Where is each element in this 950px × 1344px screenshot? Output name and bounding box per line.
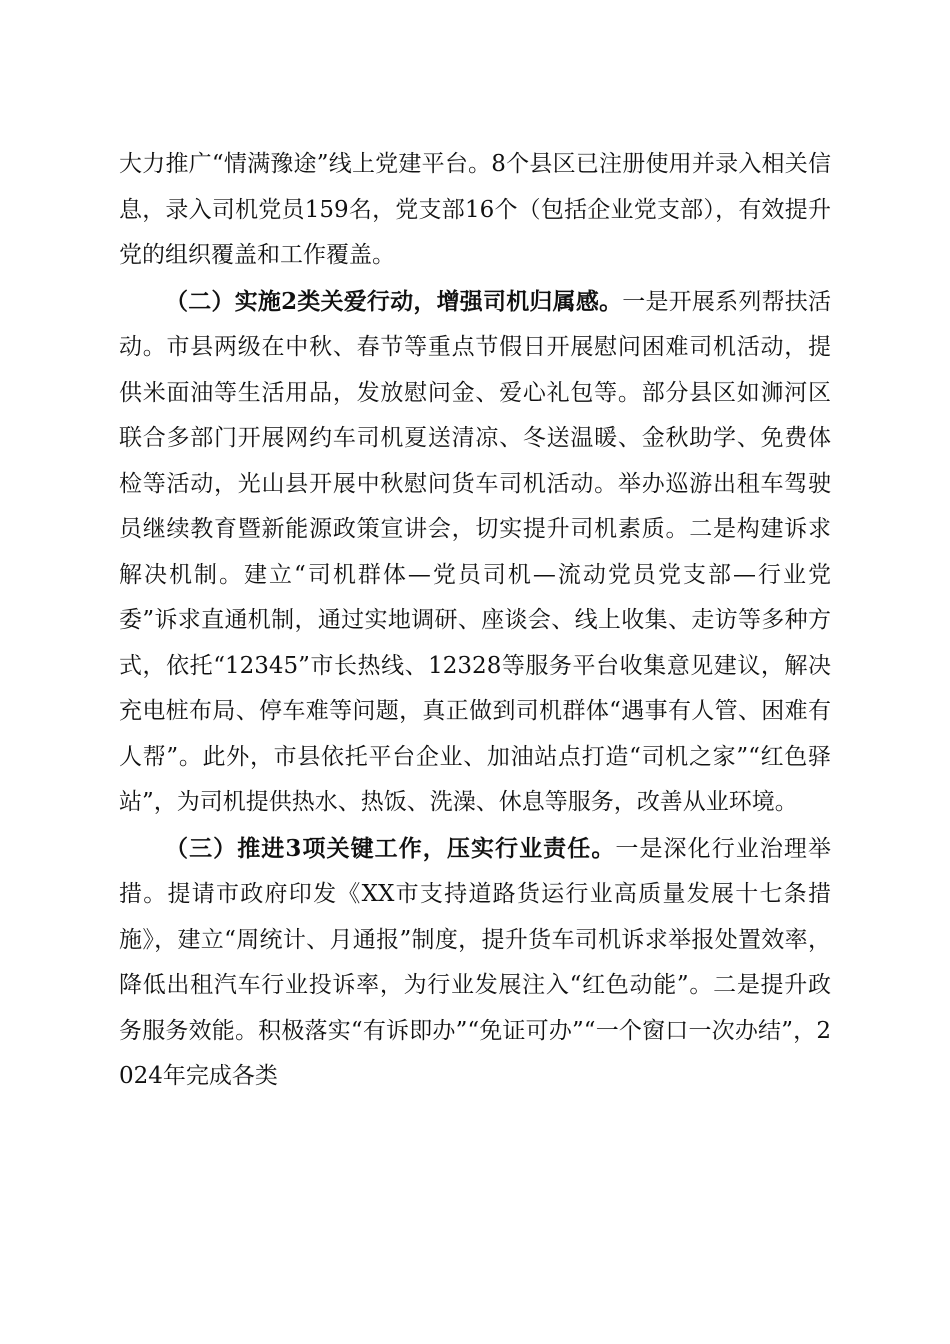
paragraph-1-text: 大力推广“情满豫途”线上党建平台。8个县区已注册使用并录入相关信息，录入司机党员159名，党支部16个（包括企业党支部），有效提升党的组织覆盖和工作覆盖。 — [119, 151, 831, 268]
section-heading-3: （三）推进3项关键工作，压实行业责任。 — [165, 834, 616, 862]
paragraph-2 — [119, 279, 831, 826]
document-body — [119, 142, 831, 1100]
paragraph-3 — [119, 826, 831, 1100]
paragraph-3-text: 一是深化行业治理举措。提请市政府印发《XX市支持道路货运行业高质量发展十七条措施》，建立“周统计、月通报”制度，提升货车司机诉求举报处置效率，降低出租汽车行业投诉率，为行业发展注入“红色动能”。二是提升政务服务效能。积极落实“有诉即办”“免证可办”“一个窗口一次办结”，2024年完成各类 — [119, 835, 831, 1089]
paragraph-2-text: 一是开展系列帮扶活动。市县两级在中秋、春节等重点节假日开展慰问困难司机活动，提供米面油等生活用品，发放慰问金、爱心礼包等。部分县区如浉河区联合多部门开展网约车司机夏送清凉、冬送温暖、金秋助学、免费体检等活动，光山县开展中秋慰问货车司机活动。举办巡游出租车驾驶员继续教育暨新能源政策宣讲会，切实提升司机素质。二是构建诉求解决机制。建立“司机群体—党员司机—流动党员党支部—行业党委”诉求直通机制，通过实地调研、座谈会、线上收集、走访等多种方式，依托“12345”市长热线、12328等服务平台收集意见建议，解决充电桩布局、停车难等问题，真正做到司机群体“遇事有人管、困难有人帮”。此外，市县依托平台企业、加油站点打造“司机之家”“红色驿站”，为司机提供热水、热饭、洗澡、休息等服务，改善从业环境。 — [119, 288, 831, 815]
section-heading-2: （二）实施2类关爱行动，增强司机归属感。 — [165, 287, 623, 315]
paragraph-1 — [119, 142, 831, 279]
